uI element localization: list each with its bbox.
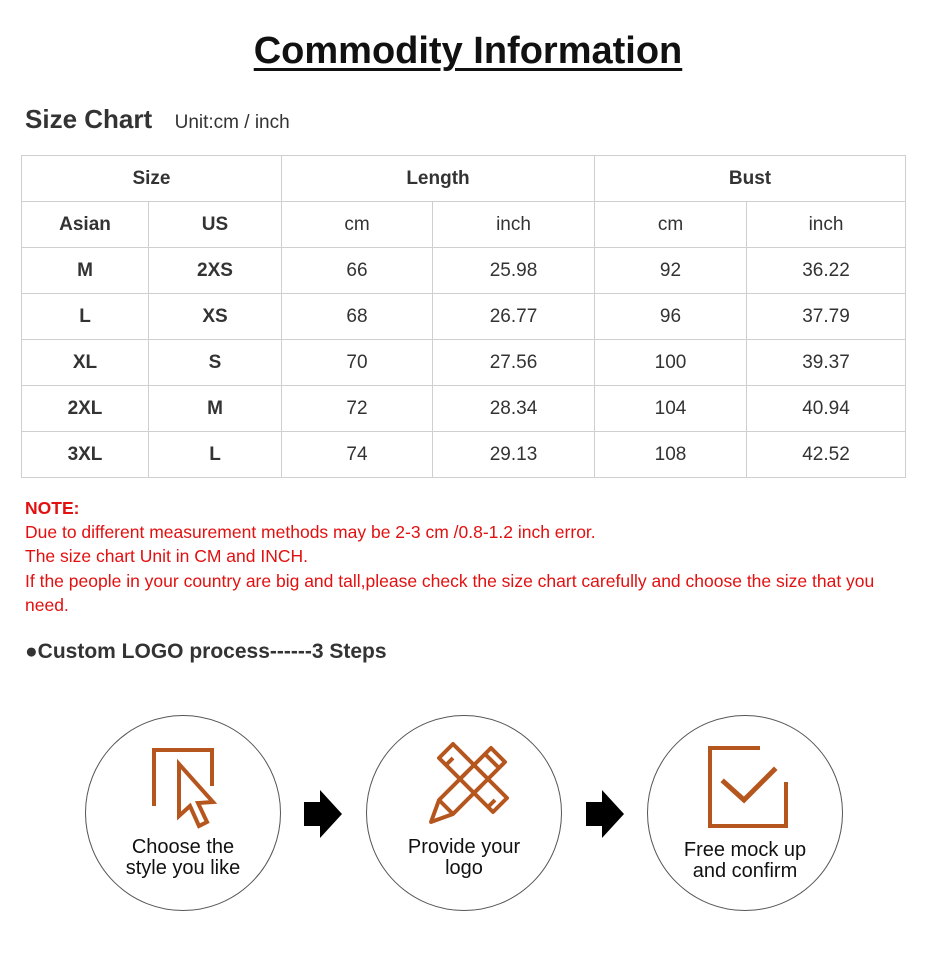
subheader-asian: Asian [22, 202, 149, 248]
cell-bust-cm: 100 [595, 340, 747, 386]
step-2-circle [366, 715, 562, 911]
cell-us: XS [149, 294, 282, 340]
cell-length-inch: 25.98 [433, 248, 595, 294]
step-3-caption-line: and confirm [692, 860, 798, 882]
size-chart-heading: Size Chart [25, 104, 153, 134]
subheader-us: US [149, 202, 282, 248]
header-length: Length [282, 156, 595, 202]
cell-us: S [149, 340, 282, 386]
cell-bust-inch: 42.52 [747, 432, 906, 478]
cell-length-cm: 74 [282, 432, 433, 478]
step-1-caption-line: Choose the [131, 836, 235, 858]
subheader-bust-inch: inch [747, 202, 906, 248]
cursor-select-icon [86, 716, 280, 910]
subheader-length-inch: inch [433, 202, 595, 248]
table-row [22, 386, 906, 432]
cell-bust-cm: 92 [595, 248, 747, 294]
logo-process-heading: ●Custom LOGO process------3 Steps [25, 640, 387, 663]
cell-us: 2XS [149, 248, 282, 294]
cell-length-inch: 26.77 [433, 294, 595, 340]
step-3-caption-line: Free mock up [683, 839, 807, 861]
table-row [22, 248, 906, 294]
note-line: The size chart Unit in CM and INCH. [25, 546, 309, 567]
cell-bust-cm: 108 [595, 432, 747, 478]
arrow-right-icon [584, 788, 626, 840]
page-title: Commodity Information [253, 30, 683, 72]
arrow-right-icon [302, 788, 344, 840]
step-2-caption [367, 837, 561, 879]
cell-asian: XL [22, 340, 149, 386]
size-chart-table [21, 155, 906, 478]
header-bust: Bust [595, 156, 906, 202]
table-row [22, 340, 906, 386]
cell-us: M [149, 386, 282, 432]
cell-length-cm: 72 [282, 386, 433, 432]
subheader-bust-cm: cm [595, 202, 747, 248]
note-line: Due to different measurement methods may be 2-3 cm /0.8-1.2 inch error. [25, 522, 596, 543]
step-1-caption-line: style you like [125, 857, 241, 879]
cell-asian: 2XL [22, 386, 149, 432]
note-title: NOTE: [25, 498, 80, 518]
cell-length-inch: 27.56 [433, 340, 595, 386]
cell-bust-cm: 104 [595, 386, 747, 432]
step-2-caption-line: Provide your [407, 836, 521, 858]
subheader-length-cm: cm [282, 202, 433, 248]
cell-asian: 3XL [22, 432, 149, 478]
cell-asian: M [22, 248, 149, 294]
cell-us: L [149, 432, 282, 478]
cell-length-inch: 29.13 [433, 432, 595, 478]
step-3-circle [647, 715, 843, 911]
table-subheader-row [22, 202, 906, 248]
step-2-caption-line: logo [445, 857, 483, 879]
size-chart-header [25, 104, 290, 135]
size-chart-unit: Unit:cm / inch [174, 112, 290, 133]
cell-bust-inch: 37.79 [747, 294, 906, 340]
step-3-caption [648, 840, 842, 882]
cell-bust-cm: 96 [595, 294, 747, 340]
header-size: Size [22, 156, 282, 202]
table-row [22, 432, 906, 478]
cell-length-cm: 70 [282, 340, 433, 386]
note-line: If the people in your country are big and tall,please check the size chart carefully and choose the size that you need. [25, 570, 875, 615]
table-group-header-row [22, 156, 906, 202]
cell-bust-inch: 39.37 [747, 340, 906, 386]
step-1-caption [86, 837, 280, 879]
cell-asian: L [22, 294, 149, 340]
note-block [25, 496, 905, 617]
cell-bust-inch: 40.94 [747, 386, 906, 432]
step-1-circle [85, 715, 281, 911]
pencil-ruler-icon [367, 716, 561, 910]
table-row [22, 294, 906, 340]
cell-length-cm: 66 [282, 248, 433, 294]
cell-bust-inch: 36.22 [747, 248, 906, 294]
cell-length-cm: 68 [282, 294, 433, 340]
cell-length-inch: 28.34 [433, 386, 595, 432]
